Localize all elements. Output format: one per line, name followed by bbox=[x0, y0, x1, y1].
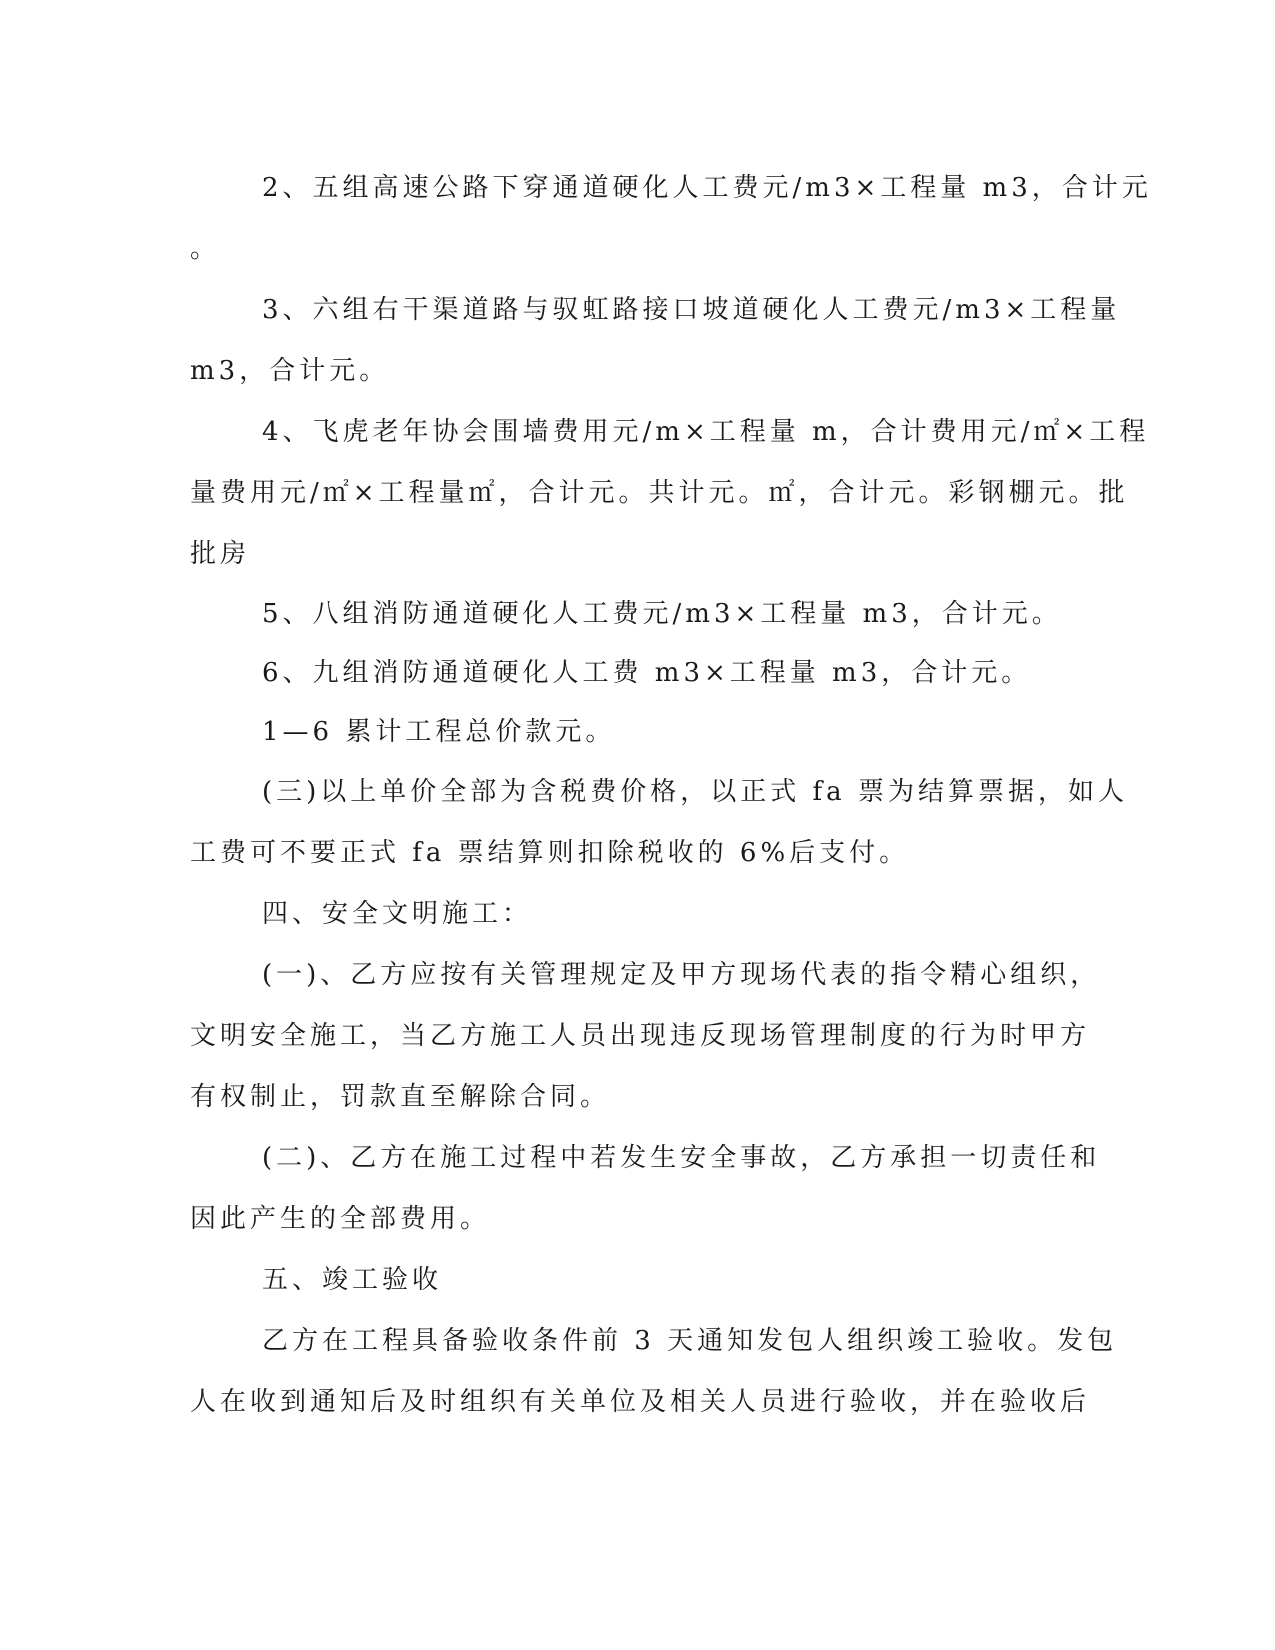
paragraph-item-2-line-1: 2、五组高速公路下穿通道硬化人工费元/m3×工程量 m3，合计元 bbox=[262, 173, 1152, 203]
paragraph-safety-1-line-1: (一)、乙方应按有关管理规定及甲方现场代表的指令精心组织， bbox=[262, 960, 1101, 990]
paragraph-acceptance-line-2: 人在收到通知后及时组织有关单位及相关人员进行验收，并在验收后 bbox=[190, 1387, 1091, 1417]
paragraph-safety-1-line-2: 文明安全施工，当乙方施工人员出现违反现场管理制度的行为时甲方 bbox=[190, 1021, 1091, 1051]
section-heading-acceptance: 五、竣工验收 bbox=[262, 1265, 443, 1295]
paragraph-tax-line-2: 工费可不要正式 fa 票结算则扣除税收的 6%后支付。 bbox=[190, 838, 910, 868]
paragraph-total: 1—6 累计工程总价款元。 bbox=[262, 717, 616, 747]
paragraph-item-3-line-1: 3、六组右干渠道路与驭虹路接口坡道硬化人工费元/m3×工程量 bbox=[262, 295, 1121, 325]
paragraph-item-4-line-1: 4、飞虎老年协会围墙费用元/m×工程量 m，合计费用元/㎡×工程 bbox=[262, 417, 1150, 447]
paragraph-acceptance-line-1: 乙方在工程具备验收条件前 3 天通知发包人组织竣工验收。发包 bbox=[262, 1326, 1118, 1356]
paragraph-item-6: 6、九组消防通道硬化人工费 m3×工程量 m3，合计元。 bbox=[262, 658, 1032, 688]
paragraph-safety-2-line-2: 因此产生的全部费用。 bbox=[190, 1204, 491, 1234]
paragraph-tax-line-1: (三)以上单价全部为含税费价格，以正式 fa 票为结算票据，如人 bbox=[262, 777, 1128, 807]
paragraph-safety-2-line-1: (二)、乙方在施工过程中若发生安全事故，乙方承担一切责任和 bbox=[262, 1143, 1101, 1173]
document-body bbox=[190, 158, 1152, 1433]
paragraph-item-2-line-2: 。 bbox=[190, 234, 221, 264]
paragraph-item-5: 5、八组消防通道硬化人工费元/m3×工程量 m3，合计元。 bbox=[262, 599, 1062, 629]
paragraph-item-4-line-3: 批房 bbox=[190, 539, 251, 569]
paragraph-item-4-line-2: 量费用元/㎡×工程量㎡，合计元。共计元。㎡，合计元。彩钢棚元。批 bbox=[190, 478, 1129, 508]
paragraph-safety-1-line-3: 有权制止，罚款直至解除合同。 bbox=[190, 1082, 611, 1112]
section-heading-safety: 四、安全文明施工： bbox=[262, 899, 533, 929]
paragraph-item-3-line-2: m3，合计元。 bbox=[190, 356, 390, 386]
